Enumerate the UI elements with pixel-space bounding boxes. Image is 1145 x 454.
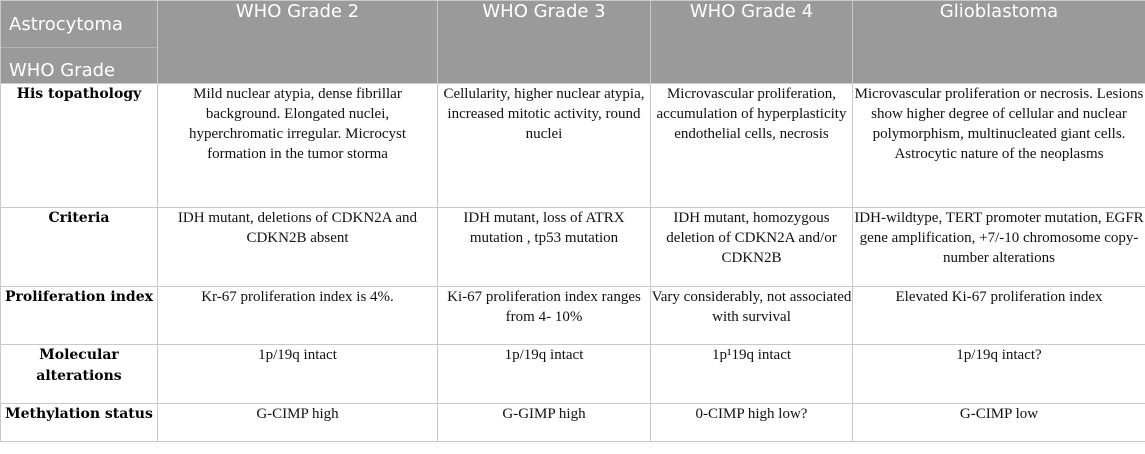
- table-cell: Microvascular proliferation, accumulation of hyperplasticity endothelial cells, necrosis: [651, 84, 853, 208]
- table-cell: Microvascular proliferation or necrosis. Lesions show higher degree of cellular and nuclear polymorphism, multinucleated giant cells. Astrocytic nature of the neoplasms: [853, 84, 1145, 208]
- table-cell: IDH-wildtype, TERT promoter mutation, EGFR gene amplification, +7/-10 chromosome copy- number alterations: [853, 208, 1145, 287]
- column-header-grade-4: WHO Grade 4: [651, 1, 853, 84]
- row-label: Molecular alterations: [1, 345, 158, 404]
- table-cell: 1p/19q intact?: [853, 345, 1145, 404]
- corner-header-top: Astrocytoma: [1, 1, 157, 48]
- table-cell: 1p/19q intact: [438, 345, 651, 404]
- table-cell: G-CIMP high: [158, 404, 438, 442]
- table-cell: Kr-67 proliferation index is 4%.: [158, 287, 438, 345]
- table-cell: Ki-67 proliferation index ranges from 4- 10%: [438, 287, 651, 345]
- table-cell: Elevated Ki-67 proliferation index: [853, 287, 1145, 345]
- corner-header-cell: [1, 1, 158, 84]
- table-cell: 0-CIMP high low?: [651, 404, 853, 442]
- table-row-histopathology: [1, 84, 1145, 208]
- table-row-methylation-status: [1, 404, 1145, 442]
- row-label: His topathology: [1, 84, 158, 208]
- row-label: Methylation status: [1, 404, 158, 442]
- table-cell: 1p/19q intact: [158, 345, 438, 404]
- table-cell: 1p¹19q intact: [651, 345, 853, 404]
- table-row-criteria: [1, 208, 1145, 287]
- table-cell: G-CIMP low: [853, 404, 1145, 442]
- table-cell: Vary considerably, not associated with survival: [651, 287, 853, 345]
- column-header-grade-2: WHO Grade 2: [158, 1, 438, 84]
- table-cell: IDH mutant, deletions of CDKN2A and CDKN2B absent: [158, 208, 438, 287]
- column-header-grade-3: WHO Grade 3: [438, 1, 651, 84]
- corner-header-bottom: WHO Grade: [9, 60, 116, 81]
- table-cell: IDH mutant, homozygous deletion of CDKN2A and/or CDKN2B: [651, 208, 853, 287]
- row-label: Criteria: [1, 208, 158, 287]
- header-row: [1, 1, 1145, 84]
- table-row-molecular-alterations: [1, 345, 1145, 404]
- column-header-glioblastoma: Glioblastoma: [853, 1, 1145, 84]
- table-cell: Cellularity, higher nuclear atypia, increased mitotic activity, round nuclei: [438, 84, 651, 208]
- table-row-proliferation-index: [1, 287, 1145, 345]
- table-cell: IDH mutant, loss of ATRX mutation , tp53 mutation: [438, 208, 651, 287]
- table-cell: Mild nuclear atypia, dense fibrillar background. Elongated nuclei, hyperchromatic irregular. Microcyst formation in the tumor storma: [158, 84, 438, 208]
- row-label: Proliferation index: [1, 287, 158, 345]
- table-cell: G-GIMP high: [438, 404, 651, 442]
